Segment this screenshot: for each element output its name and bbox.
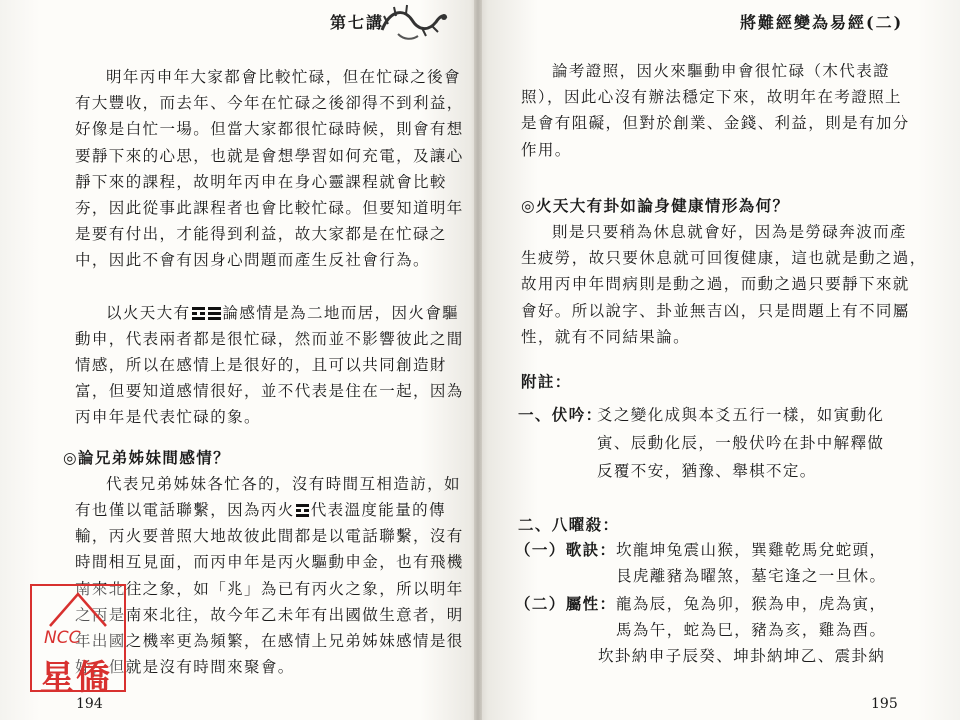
left-p2-lead: 以火天大有 — [106, 303, 191, 322]
dragon-ornament-icon — [378, 0, 448, 46]
right-p1-line: 作用。 — [521, 140, 572, 159]
note-1-line: 寅、辰動化辰，一般伏吟在卦中解釋做 — [597, 434, 885, 452]
note-2a-line: 艮虎離豬為曜煞，墓宅逢之一旦休。 — [616, 567, 887, 585]
left-page-number: 194 — [76, 696, 103, 712]
heading-health: ◎火天大有卦如論身健康情形為何？ — [521, 195, 790, 215]
note-2b-line: 坎卦納申子辰癸、坤卦納坤乙、震卦納 — [598, 647, 886, 665]
note-2b-line: 龍為辰，兔為卯，猴為申，虎為寅， — [616, 595, 887, 613]
right-p2-line: 生疲勞，故只要休息就可回復健康，這也就是動之過， — [521, 249, 927, 268]
note-1-line: 爻之變化成與本爻五行一樣，如寅動化 — [597, 406, 885, 424]
left-p1-line: 中，因此不會有因身心問題而產生反社會行為。 — [75, 251, 430, 270]
note-2b-line: 馬為午，蛇為巳，豬為亥，雞為酉。 — [616, 621, 887, 639]
right-body — [521, 58, 927, 350]
left-p3-line2-head: 有也僅以電話聯繫，因為丙火 — [75, 501, 295, 520]
left-p3-line: 輸，丙火要普照大地故彼此間都是以電話聯繫，沒有 — [75, 527, 464, 546]
left-p3-line: 時間相互見面，而丙申年是丙火驅動申金，也有飛機 — [75, 553, 464, 572]
stamp-roof-icon — [32, 586, 124, 630]
left-p3-line: 好，但就是沒有時間來聚會。 — [75, 658, 295, 677]
left-p1-line: 有大豐收，而去年、今年在忙碌之後卻得不到利益， — [75, 94, 464, 113]
note-2a-label: （一）歌訣： — [515, 540, 617, 559]
right-page-number: 195 — [871, 696, 898, 712]
left-p3-line: 年出國之機率更為頻繁，在感情上兄弟姊妹感情是很 — [75, 632, 464, 651]
note-2-label: 二、八曜殺： — [518, 515, 620, 534]
right-p2-line: 故用丙申年問病則是動之過，而動之過只要靜下來就 — [521, 275, 910, 294]
note-1-line: 反覆不安，猶豫、舉棋不定。 — [597, 462, 817, 480]
left-p2-line: 動申，代表兩者都是很忙碌，然而並不影響彼此之間 — [75, 329, 464, 348]
ncc-stamp-logo — [30, 584, 126, 698]
right-p2-line: 會好。所以說字、卦並無吉凶，只是問題上有不同屬 — [521, 301, 910, 320]
li-fire-trigram-icon — [296, 503, 310, 519]
note-1-label: 一、伏吟： — [518, 405, 603, 424]
left-p1-line: 好像是白忙一場。但當大家都很忙碌時候，則會有想 — [75, 120, 464, 139]
stamp-latin: NCC — [44, 628, 81, 648]
right-p2-line: 則是只要稍為休息就會好，因為是勞碌奔波而產 — [552, 223, 907, 242]
heading-siblings: ◎論兄弟姊妹間感情？ — [63, 447, 231, 467]
left-body — [63, 64, 464, 680]
note-2b-label: （二）屬性： — [515, 594, 617, 613]
left-p1-line: 明年丙申年大家都會比較忙碌，但在忙碌之後會 — [106, 68, 461, 86]
left-p2-line — [75, 300, 464, 326]
left-p3-line: 代表兄弟姊妹各忙各的，沒有時間互相造訪，如 — [106, 474, 461, 493]
right-running-head: 將難經變為易經(二) — [740, 13, 904, 32]
book-spine — [474, 0, 482, 720]
left-p3-line: 之丙是南來北往，故今年乙未年有出國做生意者，明 — [75, 605, 464, 624]
left-p2-line: 情感，所以在感情上是很好的，且可以共同創造財 — [75, 356, 447, 375]
left-p2-line: 富，但要知道感情很好，並不代表是住在一起，因為 — [75, 382, 464, 401]
right-p1-line: 論考證照，因火來驅動申會很忙碌（木代表證 — [552, 62, 891, 80]
left-p1-line: 靜下來的課程，故明年丙申在身心靈課程就會比較 — [75, 172, 447, 191]
right-p2-line: 性，就有不同結果論。 — [521, 327, 691, 346]
left-p2-line: 丙申年是代表忙碌的象。 — [75, 408, 261, 427]
right-p1-line: 照），因此心沒有辦法穩定下來，故明年在考證照上 — [521, 88, 902, 107]
left-p3-line: 南來北往之象，如「兆」為已有丙火之象，所以明年 — [75, 579, 464, 598]
left-p1-line: 要靜下來的心思，也就是會想學習如何充電，及讓心 — [75, 146, 464, 165]
notes-title: 附註： — [521, 372, 572, 391]
left-p2-lead-tail: 論感情是為二地而居，因火會驅 — [222, 303, 460, 322]
left-p3-line — [75, 497, 464, 523]
note-2a-line: 坎龍坤兔震山猴，巽雞乾馬兌蛇頭， — [616, 541, 887, 559]
left-running-head: 第七講 — [330, 13, 385, 32]
left-p3-line2-tail: 代表溫度能量的傳 — [310, 501, 446, 520]
left-p1-line: 夯，因此從事此課程者也會比較忙碌。但要知道明年 — [75, 199, 464, 218]
right-p1-line: 是會有阻礙，但對於創業、金錢、利益，則是有加分 — [521, 114, 910, 133]
left-p1-line: 是要有付出，才能得到利益，故大家都是在忙碌之 — [75, 225, 447, 244]
stamp-name: 星僑 — [40, 658, 112, 698]
fire-over-heaven-trigram-icon — [192, 306, 222, 322]
